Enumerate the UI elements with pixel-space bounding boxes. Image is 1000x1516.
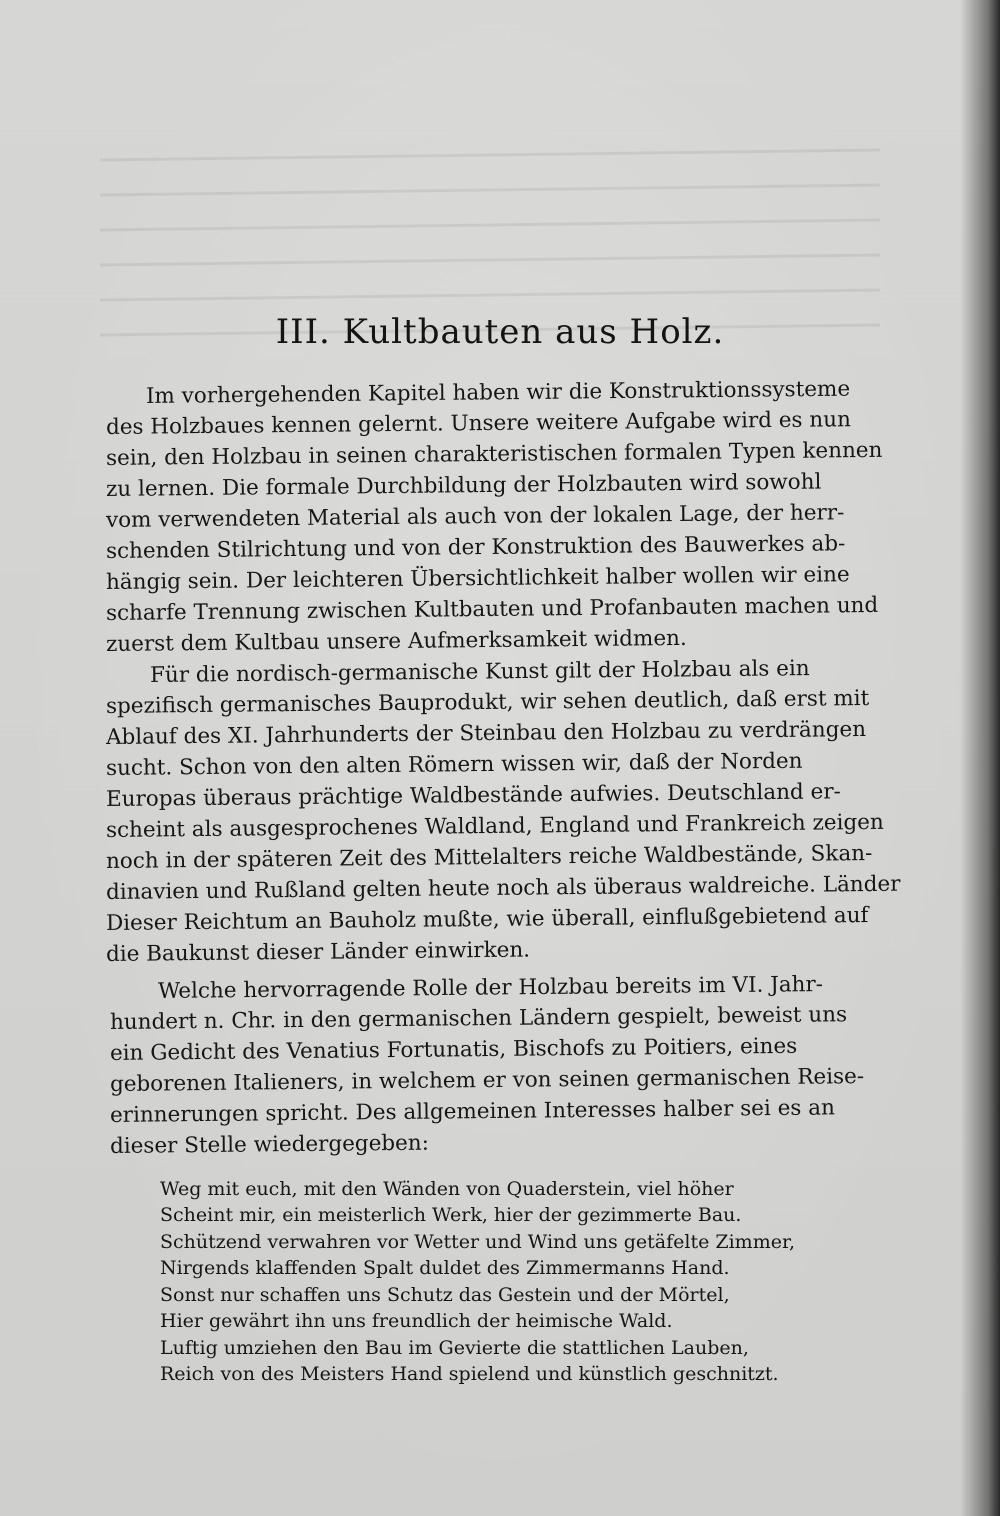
body-line-12: Ablauf des XI. Jahrhunderts der Steinbau den Holzbau zu verdrängen (105, 717, 867, 750)
verse-line-4: Nirgends klaffenden Spalt duldet des Zimmermanns Hand. (160, 1257, 730, 1279)
body-line-20: Welche hervorragende Rolle der Holzbau bereits im VI. Jahr‑ (157, 972, 824, 1004)
body-line-25: dieser Stelle wiedergegeben: (109, 1130, 430, 1159)
body-line-18: Dieser Reichtum an Bauholz mußte, wie überall, einflußgebietend auf (105, 903, 869, 936)
body-line-5: vom verwendeten Material als auch von der lokalen Lage, der herr‑ (105, 500, 845, 533)
body-line-9: zuerst dem Kultbau unsere Aufmerksamkeit widmen. (105, 625, 687, 657)
verse-line-8: Reich von des Meisters Hand spielend und künstlich geschnitzt. (160, 1363, 779, 1385)
body-line-15: scheint als ausgesprochenes Waldland, England und Frankreich zeigen (105, 809, 884, 843)
body-line-14: Europas überaus prächtige Waldbestände aufwies. Deutschland er‑ (105, 779, 841, 812)
verse-line-7: Luftig umziehen den Bau im Gevierte die stattlichen Lauben, (160, 1337, 749, 1359)
verse-line-6: Hier gewährt ihn uns freundlich der heimische Wald. (160, 1310, 673, 1332)
body-line-21: hundert n. Chr. in den germanischen Ländern gespielt, beweist uns (109, 1002, 848, 1035)
body-line-22: ein Gedicht des Venatius Fortunatis, Bischofs zu Poitiers, eines (109, 1033, 798, 1066)
body-line-7: hängig sein. Der leichteren Übersichtlichkeit halber wollen wir eine (105, 562, 850, 595)
verse-line-5: Sonst nur schaffen uns Schutz das Gestein und der Mörtel, (160, 1284, 730, 1306)
body-line-8: scharfe Trennung zwischen Kultbauten und Profanbauten machen und (105, 592, 879, 626)
body-line-17: dinavien und Rußland gelten heute noch als überaus waldreiche. Länder (105, 871, 901, 905)
body-line-2: des Holzbaues kennen gelernt. Unsere weitere Aufgabe wird es nun (105, 407, 852, 440)
body-line-24: erinnerungen spricht. Des allgemeinen Interesses halber sei es an (109, 1095, 836, 1128)
body-line-16: noch in der späteren Zeit des Mittelalters reiche Waldbestände, Skan‑ (105, 840, 873, 874)
body-line-1: Im vorhergehenden Kapitel haben wir die Konstruktionssysteme (145, 376, 851, 409)
body-line-11: spezifisch germanisches Bauprodukt, wir sehen deutlich, daß erst mit (105, 686, 870, 719)
page-edge-shadow (960, 0, 1000, 1516)
body-line-4: zu lernen. Die formale Durchbildung der Holzbauten wird sowohl (105, 469, 822, 502)
verse-line-1: Weg mit euch, mit den Wänden von Quaderstein, viel höher (160, 1178, 734, 1200)
body-line-10: Für die nordisch‑germanische Kunst gilt der Holzbau als ein (149, 656, 810, 688)
body-line-19: die Baukunst dieser Länder einwirken. (105, 937, 531, 967)
verse-line-3: Schützend verwahren vor Wetter und Wind uns getäfelte Zimmer, (160, 1231, 795, 1253)
body-line-23: geborenen Italieners, in welchem er von seinen germanischen Reise‑ (109, 1064, 865, 1097)
chapter-title: III. Kultbauten aus Holz. (275, 312, 725, 352)
verse-line-2: Scheint mir, ein meisterlich Werk, hier der gezimmerte Bau. (160, 1204, 742, 1226)
body-line-6: schenden Stilrichtung und von der Konstruktion des Bauwerkes ab‑ (105, 531, 846, 564)
body-line-13: sucht. Schon von den alten Römern wissen wir, daß der Norden (105, 748, 803, 781)
body-line-3: sein, den Holzbau in seinen charakteristischen formalen Typen kennen (105, 437, 883, 471)
